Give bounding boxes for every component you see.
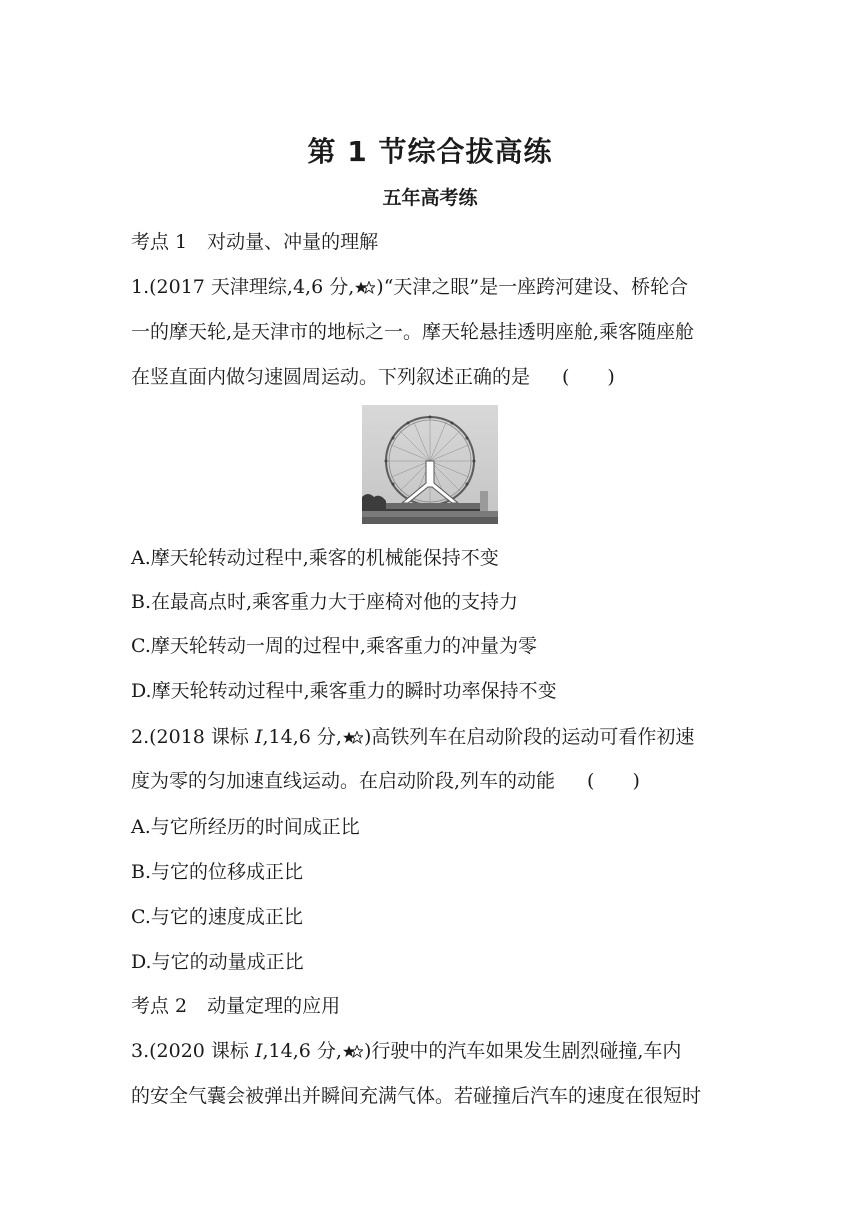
- q2-option-d: D.与它的动量成正比: [131, 951, 304, 973]
- q2-source-mid: ,14,6 分,: [262, 726, 342, 748]
- q2-option-c: C.与它的速度成正比: [131, 906, 303, 928]
- q2-source: 2.(2018 课标: [131, 726, 255, 748]
- difficulty-stars-icon: [343, 1040, 363, 1066]
- q3-roman: Ⅰ: [254, 1040, 263, 1062]
- q1-line-3: [131, 364, 615, 390]
- q1-option-a: A.摩天轮转动过程中,乘客的机械能保持不变: [131, 547, 499, 569]
- page-subtitle: 五年高考练: [382, 187, 478, 209]
- q1-option-d: D.摩天轮转动过程中,乘客重力的瞬时功率保持不变: [131, 680, 557, 702]
- q2-line-2-text: 度为零的匀加速直线运动。在启动阶段,列车的动能: [131, 770, 556, 792]
- difficulty-stars-icon: [355, 276, 375, 302]
- q2-option-a: A.与它所经历的时间成正比: [131, 816, 360, 838]
- q2-line-1: [131, 724, 694, 752]
- section-heading-1: [131, 229, 378, 255]
- ferris-wheel-photo: [362, 405, 498, 524]
- q1-stem-text: )“天津之眼”是一座跨河建设、桥轮合: [376, 276, 689, 298]
- q3-line-1: [131, 1038, 681, 1066]
- answer-bracket: ( ): [587, 770, 640, 792]
- q3-line-2: 的安全气囊会被弹出并瞬间充满气体。若碰撞后汽车的速度在很短时: [131, 1085, 702, 1107]
- section-text: 动量定理的应用: [207, 995, 341, 1017]
- q2-option-b: B.与它的位移成正比: [131, 861, 304, 883]
- section-label: 考点 2: [131, 995, 188, 1017]
- q1-line-3-text: 在竖直面内做匀速圆周运动。下列叙述正确的是: [131, 366, 531, 388]
- q3-stem-text: )行驶中的汽车如果发生剧烈碰撞,车内: [363, 1040, 682, 1062]
- q1-option-b: B.在最高点时,乘客重力大于座椅对他的支持力: [131, 591, 519, 613]
- q3-source-mid: ,14,6 分,: [262, 1040, 342, 1062]
- q2-roman: Ⅰ: [254, 726, 263, 748]
- q3-source: 3.(2020 课标: [131, 1040, 255, 1062]
- page-title: 第 1 节综合拔高练: [307, 135, 553, 168]
- q1-option-c: C.摩天轮转动一周的过程中,乘客重力的冲量为零: [131, 635, 537, 657]
- q2-line-2: [131, 768, 640, 794]
- section-text: 对动量、冲量的理解: [207, 231, 379, 253]
- difficulty-stars-icon: [343, 726, 363, 752]
- q1-line-2: 一的摩天轮,是天津市的地标之一。摩天轮悬挂透明座舱,乘客随座舱: [131, 321, 695, 343]
- section-heading-2: [131, 993, 340, 1019]
- q2-stem-text: )高铁列车在启动阶段的运动可看作初速: [363, 726, 695, 748]
- section-label: 考点 1: [131, 231, 188, 253]
- q1-line-1: [131, 274, 688, 302]
- q1-source: 1.(2017 天津理综,4,6 分,: [131, 276, 355, 298]
- answer-bracket: ( ): [562, 366, 615, 388]
